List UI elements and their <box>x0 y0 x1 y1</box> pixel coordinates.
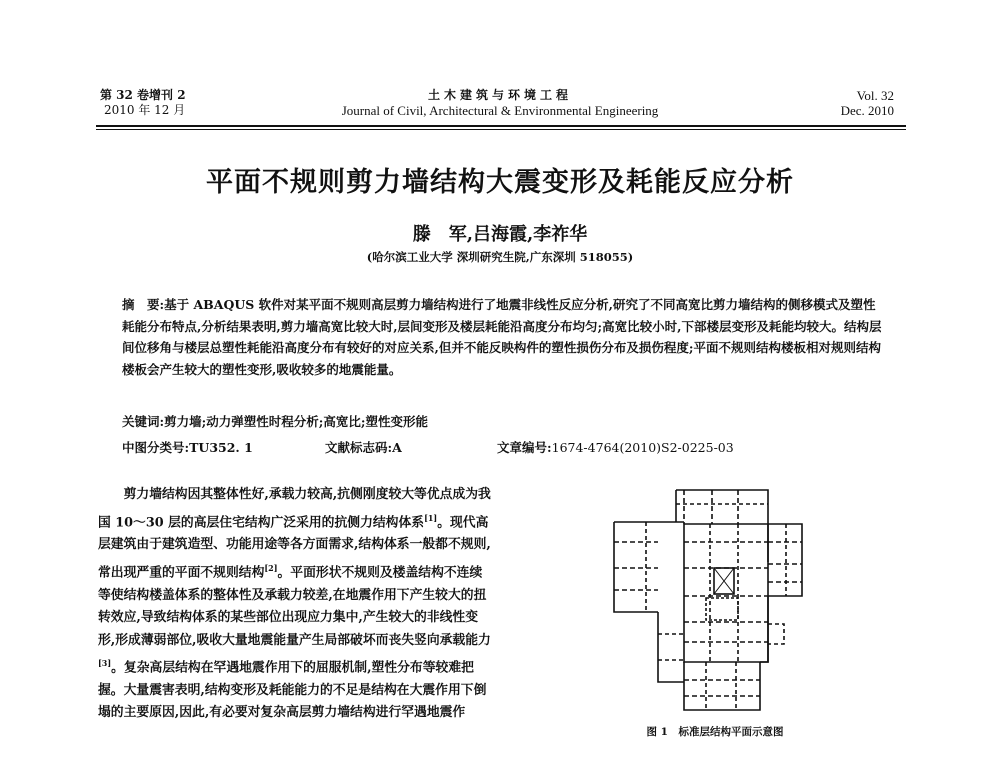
floor-plan-figure <box>588 484 822 716</box>
body-text-3: 。平面形状不规则及楼盖结构不连续等使结构楼盖体系的整体性及承载力较差,在地震作用下产生较大的扭转效应,导致结构体系的某些部位出现应力集中,产生较大的非线性变形,形成薄弱部位,吸收大量地震能量产生局部破坏而丧失竖向承载能力 <box>98 565 491 648</box>
article-label: 文章编号: <box>497 440 552 455</box>
plan-wall <box>706 662 736 710</box>
citation-3: [3] <box>98 658 112 669</box>
plan-wall <box>614 542 658 590</box>
citation-2: [2] <box>264 562 278 573</box>
doc-label: 文献标志码: <box>325 440 393 455</box>
paper-affiliation: (哈尔滨工业大学 深圳研究生院,广东深圳 518055) <box>366 250 634 264</box>
keywords-text: 剪力墙;动力弹塑性时程分析;高宽比;塑性变形能 <box>164 414 428 429</box>
figure-caption: 图 1 标准层结构平面示意图 <box>646 726 784 738</box>
keywords <box>122 412 882 430</box>
clc-label: 中图分类号: <box>122 440 190 455</box>
journal-name-en: Journal of Civil, Architectural & Environmental Engineering <box>341 103 659 118</box>
plan-wall <box>658 612 684 682</box>
stair-core-cross <box>714 568 734 594</box>
keywords-label: 关键词: <box>122 414 165 429</box>
plan-wall <box>768 524 802 596</box>
header-vol-line: Vol. 32 <box>856 88 894 103</box>
abstract-label: 摘 要: <box>122 297 165 312</box>
header-volume <box>100 88 186 118</box>
plan-wall <box>676 490 768 562</box>
plan-wall <box>614 522 684 612</box>
header-date-line: 2010 年 12 月 <box>104 103 186 117</box>
clc-number <box>122 438 253 456</box>
plan-wall <box>684 680 760 696</box>
abstract <box>122 294 882 380</box>
paper-authors: 滕 军,吕海霞,李祚华 <box>412 224 588 245</box>
plan-wall <box>684 662 760 710</box>
header-rule-thick <box>96 125 906 127</box>
header-vol-en <box>841 88 894 118</box>
header-volume-line: 第 32 卷增刊 2 <box>100 88 186 102</box>
header-dec-line: Dec. 2010 <box>840 103 894 118</box>
article-number <box>497 438 734 456</box>
header-rule-thin <box>96 129 906 130</box>
body-text-2: 。现代高层建筑由于建筑造型、功能用途等各方面需求,结构体系一般都不规则,常出现严重的平面不规则结构 <box>98 514 491 581</box>
journal-name-cn: 土木建筑与环境工程 <box>427 88 572 102</box>
plan-wall <box>684 542 768 642</box>
doc-code <box>325 438 402 456</box>
plan-wall <box>658 634 684 660</box>
plan-wall <box>760 596 768 662</box>
body-text-1: 剪力墙结构因其整体性好,承载力较高,抗侧刚度较大等优点成为我国 10～30 层的高层住宅结构广泛采用的抗侧力结构体系 <box>98 487 491 530</box>
plan-wall <box>768 624 784 644</box>
article-value: 1674-4764(2010)S2-0225-03 <box>551 440 734 455</box>
plan-wall <box>768 542 802 582</box>
doc-value: A <box>392 440 402 455</box>
abstract-text: 基于 ABAQUS 软件对某平面不规则高层剪力墙结构进行了地震非线性反应分析,研究了不同高宽比剪力墙结构的侧移模式及塑性耗能分布特点,分析结果表明,剪力墙高宽比较大时,层间变形及楼层耗能沿高度分布均匀;高宽比较小时,下部楼层变形及耗能均较大。结构层间位移角与楼层总塑性耗能沿高度分布有较好的对应关系,但并不能反映构件的塑性损伤分布及损伤程度;平面不规则结构楼板相对规则结构楼板会产生较大的塑性变形,吸收较多的地震能量。 <box>122 297 882 377</box>
body-paragraph <box>98 484 494 725</box>
citation-1: [1] <box>424 512 438 523</box>
header-journal <box>250 88 750 118</box>
body-text-4: 。复杂高层结构在罕遇地震作用下的屈服机制,塑性分布等较难把握。大量震害表明,结构变形及耗能能力的不足是结构在大震作用下倒塌的主要原因,因此,有必要对复杂高层剪力墙结构进行罕遇地震作 <box>98 660 487 721</box>
clc-value: TU352. 1 <box>189 440 253 455</box>
paper-title: 平面不规则剪力墙结构大震变形及耗能反应分析 <box>206 167 794 198</box>
